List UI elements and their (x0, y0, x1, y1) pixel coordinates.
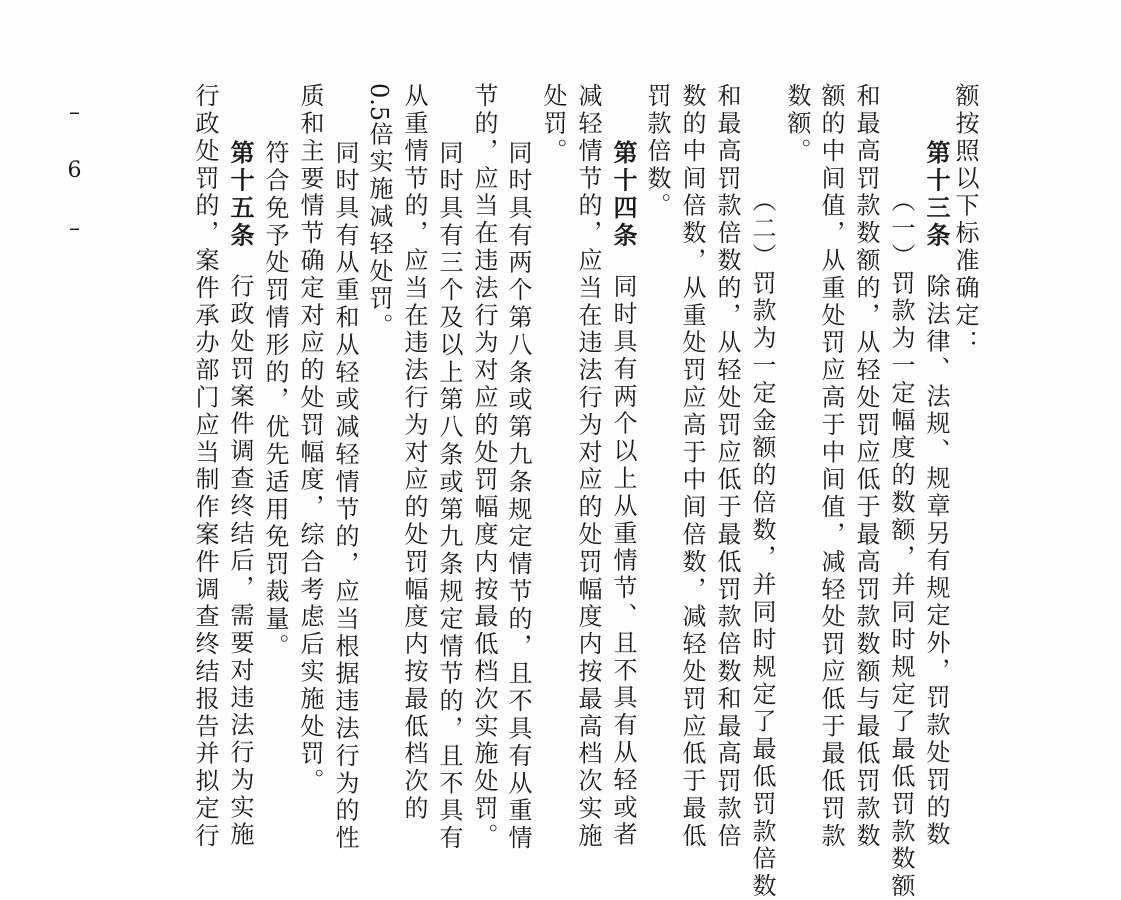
article-14-heading: 第十四条 (609, 140, 637, 250)
column-text: 行政处罚的，案件承办部门应当制作案件调查终结报告并拟定行 (191, 83, 219, 851)
text-column-21 (257, 0, 293, 661)
multiplier-value: 0.5 (365, 83, 393, 122)
text-column-9 (674, 0, 710, 850)
column-text: 罚款倍数。 (643, 83, 671, 220)
column-text: 和最高罚款倍数的，从轻处罚应低于最低罚款倍数和最高罚款倍 (713, 83, 741, 851)
column-text: 同时具有两个第八条或第九条规定情节的，且不具有从重情 (504, 140, 532, 853)
text-column-4 (848, 0, 884, 850)
text-column-12 (570, 0, 606, 850)
article-13-heading: 第十三条 (922, 140, 950, 250)
column-text: 节的，应当在违法行为对应的处罚幅度内按最低档次实施处罚。 (470, 83, 498, 851)
text-column-17 (396, 0, 432, 823)
column-text: 减轻情节的，应当在违法行为对应的处罚幅度内按最高档次实施 (574, 83, 602, 851)
text-column-2 (918, 0, 954, 849)
column-text: 从重情节的，应当在违法行为对应的处罚幅度内按最低档次的 (400, 83, 428, 823)
column-text: 额的中间值，从重处罚应高于中间值，减轻处罚应低于最低罚款 (817, 83, 845, 851)
text-column-7 (744, 0, 780, 900)
column-text: （二）罚款为一定金额的倍数，并同时规定了最低罚款倍数 (748, 188, 776, 900)
column-text: （一）罚款为一定幅度的数额，并同时规定了最低罚款数额 (887, 188, 915, 900)
column-text: 额按照以下标准确定： (951, 83, 979, 357)
text-column-20 (292, 0, 328, 795)
text-column-16 (431, 0, 467, 852)
column-text: 同时具有从重和从轻或减轻情节的，应当根据违法行为的性 (331, 140, 359, 853)
column-text: 质和主要情节确定对应的处罚幅度，综合考虑后实施处罚。 (296, 83, 324, 796)
text-column-19 (327, 0, 363, 852)
text-column-8 (709, 0, 745, 850)
column-text: 同时具有三个及以上第八条或第九条规定情节的，且不具有 (435, 140, 463, 853)
text-column-14 (500, 0, 536, 852)
text-column-11 (605, 0, 641, 849)
text-column-10 (639, 0, 675, 220)
column-text: 处罚。 (539, 83, 567, 166)
column-text: 和最高罚款数额的，从轻处罚应低于最高罚款数额与最低罚款数 (852, 83, 880, 851)
column-text: 数的中间倍数，从重处罚应高于中间倍数，减轻处罚应低于最低 (678, 83, 706, 851)
column-text: 除法律、法规、规章另有规定外，罚款处罚的数 (922, 273, 950, 850)
text-column-3 (883, 0, 919, 900)
column-text: 倍实施减轻处罚。 (365, 121, 393, 341)
column-text: 同时具有两个以上从重情节、且不具有从轻或者 (609, 273, 637, 850)
text-column-22 (222, 0, 258, 849)
column-text: 数额。 (783, 83, 811, 166)
text-column-18 (361, 0, 397, 340)
page-number: – 6 – (62, 100, 87, 245)
column-text: 行政处罚案件调查终结后，需要对违法行为实施 (226, 273, 254, 850)
text-column-23 (187, 0, 223, 850)
text-column-15 (466, 0, 502, 850)
article-15-heading: 第十五条 (226, 140, 254, 250)
text-column-5 (813, 0, 849, 850)
column-text: 符合免予处罚情形的，优先适用免罚裁量。 (261, 140, 289, 661)
text-column-6 (779, 0, 815, 165)
text-column-13 (535, 0, 571, 165)
